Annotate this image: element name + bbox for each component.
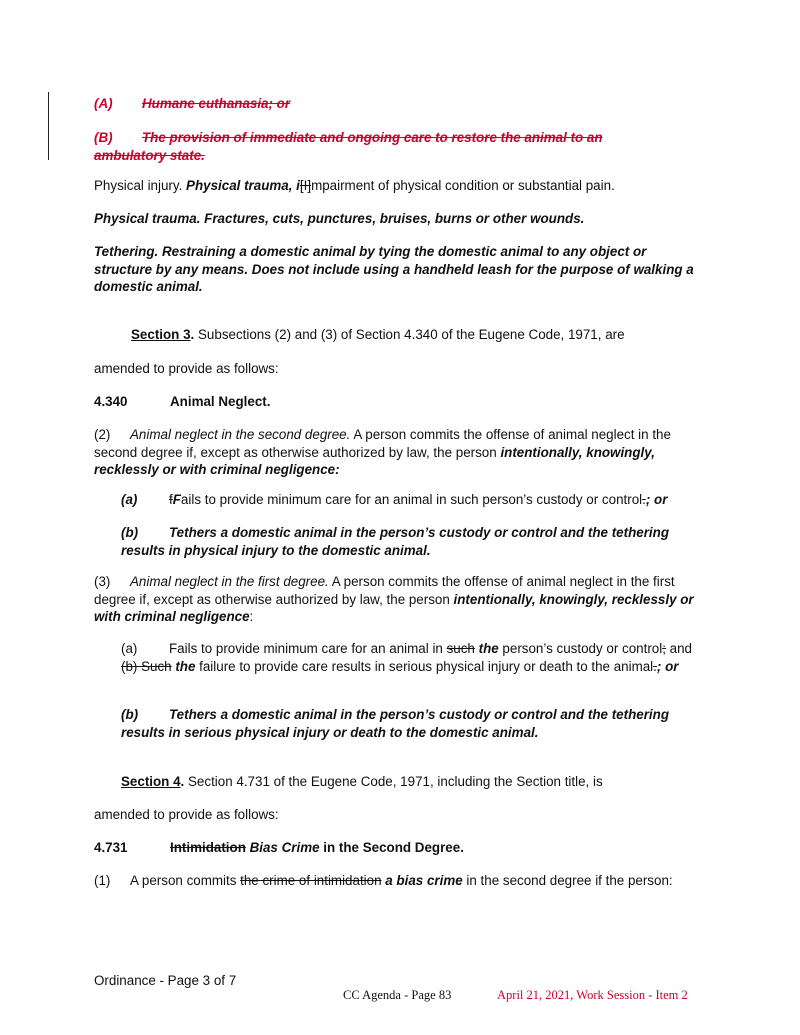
- agenda-page-footer: CC Agenda - Page 83: [343, 988, 452, 1002]
- subsection-2: (2) Animal neglect in the second degree. A person commits the offense of animal neglect in the second degree if, except as otherwise authorized by law, the person intentionally, knowingly, recklessly or with criminal negligence:: [94, 427, 671, 478]
- definition-b: (B) The provision of immediate and ongoing care to restore the animal to an ambulatory state.: [94, 130, 603, 163]
- section-4-intro-cont: amended to provide as follows:: [94, 807, 279, 822]
- subsection-2b: (b) Tethers a domestic animal in the person’s custody or control and the tethering results in physical injury to the domestic animal.: [121, 525, 670, 558]
- code-4731-heading: 4.731 Intimidation Bias Crime in the Second Degree.: [94, 840, 464, 855]
- definition-physical-trauma: Physical trauma. Fractures, cuts, punctures, bruises, burns or other wounds.: [94, 211, 585, 226]
- subsection-2a: (a) fFails to provide minimum care for an animal in such person’s custody or control.; or: [121, 492, 668, 507]
- definition-a: (A) Humane euthanasia; or: [94, 96, 291, 111]
- section-4-intro: Section 4. Section 4.731 of the Eugene Code, 1971, including the Section title, is: [121, 774, 603, 789]
- section-3-intro-cont: amended to provide as follows:: [94, 361, 279, 376]
- subsection-3a: (a) Fails to provide minimum care for an animal in such the person’s custody or control; and (b) Such the failure to provide care results in serious physical injury or death to the animal.; or: [121, 641, 692, 674]
- subsection-3: (3) Animal neglect in the first degree. A person commits the offense of animal neglect in the first degree if, except as otherwise authorized by law, the person intentionally, knowingly, recklessly or with criminal negligence:: [94, 574, 694, 625]
- subsection-3b: (b) Tethers a domestic animal in the person’s custody or control and the tethering results in serious physical injury or death to the domestic animal.: [121, 707, 670, 740]
- code-4340-heading: 4.340 Animal Neglect.: [94, 394, 271, 409]
- page-number-footer: Ordinance - Page 3 of 7: [94, 973, 237, 988]
- section-3-intro: Section 3. Subsections (2) and (3) of Section 4.340 of the Eugene Code, 1971, are: [131, 327, 625, 342]
- definition-physical-injury: Physical injury. Physical trauma, i[I]mpairment of physical condition or substantial pain.: [94, 178, 615, 193]
- definition-tethering: Tethering. Restraining a domestic animal by tying the domestic animal to any object or structure by any means. Does not include using a handheld leash for the purpose of walking a domestic animal.: [94, 244, 694, 295]
- revision-change-bar: [48, 92, 49, 160]
- work-session-footer: April 21, 2021, Work Session - Item 2: [497, 988, 688, 1002]
- subsection-1: (1) A person commits the crime of intimidation a bias crime in the second degree if the person:: [94, 873, 673, 888]
